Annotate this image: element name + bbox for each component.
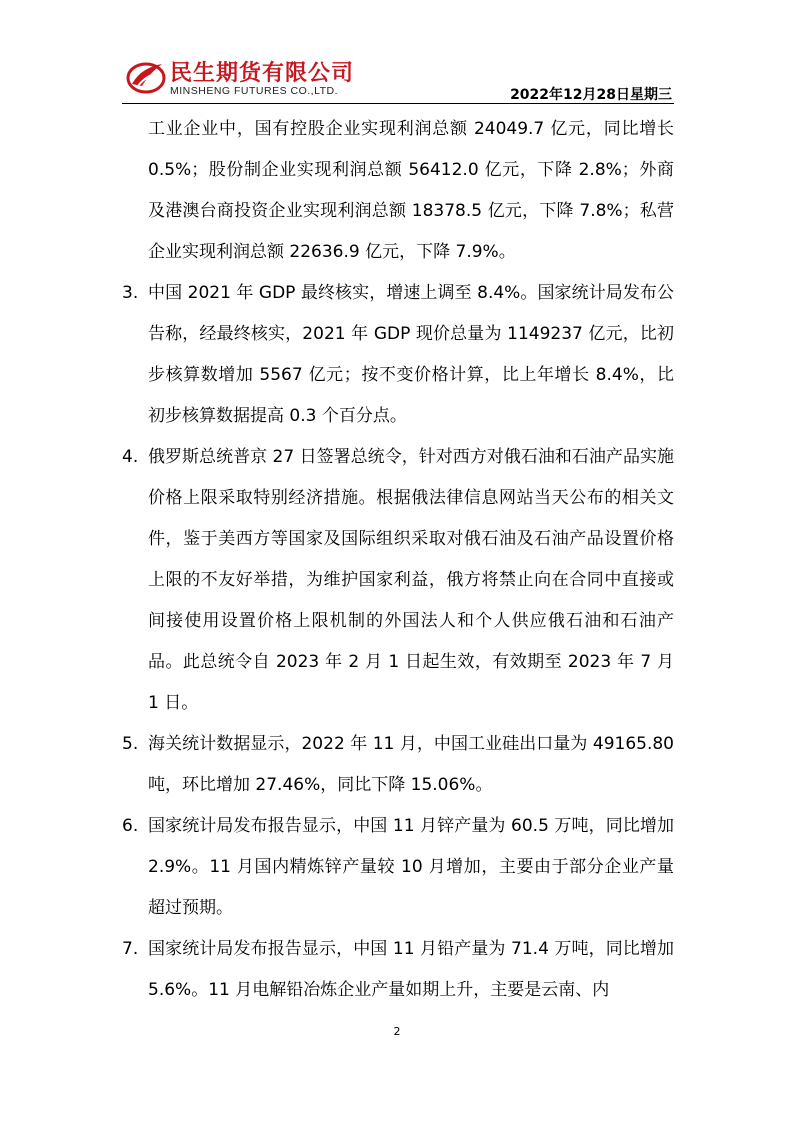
continued-paragraph: 工业企业中，国有控股企业实现利润总额 24049.7 亿元，同比增长 0.5%；股份制企业实现利润总额 56412.0 亿元，下降 2.8%；外商及港澳台商投资企业实现利润总额 18378.5 亿元，下降 7.8%；私营企业实现利润总额 22636.9 亿元，下降 7.9%。 [148, 119, 674, 262]
list-item-number: 5. [122, 734, 139, 754]
list-item [122, 437, 674, 724]
list-item-number: 3. [122, 283, 139, 303]
list-item-text: 国家统计局发布报告显示，中国 11 月铅产量为 71.4 万吨，同比增加 5.6%。11 月电解铅冶炼企业产量如期上升，主要是云南、内 [148, 939, 674, 1000]
company-name-en: MINSHENG FUTURES CO.,LTD. [170, 85, 339, 97]
list-item [122, 724, 674, 806]
list-item-number: 4. [122, 447, 139, 467]
list-item-number: 7. [122, 939, 139, 959]
list-item [122, 806, 674, 929]
list-item-text: 海关统计数据显示，2022 年 11 月，中国工业硅出口量为 49165.80 吨，环比增加 27.46%，同比下降 15.06%。 [148, 734, 674, 795]
list-item-text: 国家统计局发布报告显示，中国 11 月锌产量为 60.5 万吨，同比增加 2.9%。11 月国内精炼锌产量较 10 月增加，主要由于部分企业产量超过预期。 [148, 816, 674, 918]
list-item [122, 273, 674, 437]
list-item-number: 6. [122, 816, 139, 836]
list-item [122, 929, 674, 1011]
page-number: 2 [393, 1025, 401, 1038]
company-name-cn: 民生期货有限公司 [170, 61, 355, 86]
page-header [0, 0, 794, 104]
report-date: 2022年12月28日星期三 [510, 87, 672, 103]
document-body [122, 109, 674, 1011]
list-item-text: 中国 2021 年 GDP 最终核实，增速上调至 8.4%。国家统计局发布公告称，经最终核实，2021 年 GDP 现价总量为 1149237 亿元，比初步核算数增加 5567 亿元；按不变价格计算，比上年增长 8.4%，比初步核算数据提高 0.3 个百分点。 [148, 283, 674, 426]
header-divider [122, 103, 674, 104]
minsheng-logo-icon [126, 56, 166, 96]
list-item-text: 俄罗斯总统普京 27 日签署总统令，针对西方对俄石油和石油产品实施价格上限采取特别经济措施。根据俄法律信息网站当天公布的相关文件，鉴于美西方等国家及国际组织采取对俄石油及石油产品设置价格上限的不友好举措，为维护国家利益，俄方将禁止向在合同中直接或间接使用设置价格上限机制的外国法人和个人供应俄石油和石油产品。此总统令自 2023 年 2 月 1 日起生效，有效期至 2023 年 7 月 1 日。 [148, 447, 674, 713]
